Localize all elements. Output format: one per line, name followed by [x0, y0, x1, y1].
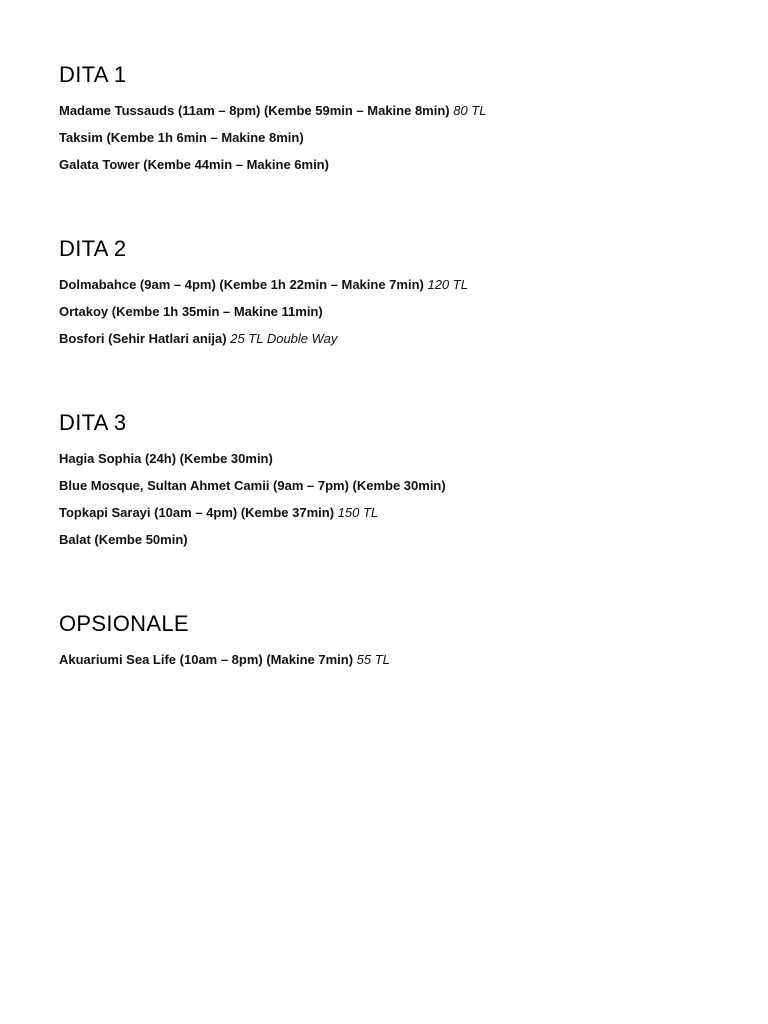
- itinerary-item: [59, 504, 446, 521]
- item-text: Galata Tower (Kembe 44min – Makine 6min): [59, 157, 329, 172]
- itinerary-item: [59, 156, 487, 173]
- item-text: Akuariumi Sea Life (10am – 8pm) (Makine 7min): [59, 652, 354, 667]
- section-heading: OPSIONALE: [59, 611, 189, 636]
- item-price: 80 TL: [453, 103, 487, 118]
- itinerary-item: [59, 102, 487, 119]
- item-text: Dolmabahce (9am – 4pm) (Kembe 1h 22min – Makine 7min): [59, 277, 424, 292]
- section-heading: DITA 1: [59, 62, 127, 87]
- itinerary-item: [59, 303, 468, 320]
- item-text: Bosfori (Sehir Hatlari anija): [59, 331, 227, 346]
- item-text: Ortakoy (Kembe 1h 35min – Makine 11min): [59, 304, 323, 319]
- section-heading: DITA 3: [59, 410, 127, 435]
- item-text: Topkapi Sarayi (10am – 4pm) (Kembe 37min): [59, 505, 335, 520]
- item-text: Taksim (Kembe 1h 6min – Makine 8min): [59, 130, 304, 145]
- item-price: 25 TL Double Way: [230, 331, 338, 346]
- item-price: 55 TL: [356, 652, 390, 667]
- section-day-2: [59, 234, 468, 357]
- itinerary-item: [59, 651, 390, 668]
- itinerary-item: [59, 477, 446, 494]
- section-day-3: [59, 408, 446, 558]
- itinerary-item: [59, 450, 446, 467]
- item-text: Balat (Kembe 50min): [59, 532, 188, 547]
- itinerary-item: [59, 129, 487, 146]
- item-price: 120 TL: [427, 277, 468, 292]
- section-day-1: [59, 60, 487, 183]
- itinerary-item: [59, 276, 468, 293]
- section-heading: DITA 2: [59, 236, 127, 261]
- itinerary-item: [59, 330, 468, 347]
- itinerary-item: [59, 531, 446, 548]
- item-text: Hagia Sophia (24h) (Kembe 30min): [59, 451, 273, 466]
- item-text: Madame Tussauds (11am – 8pm) (Kembe 59min – Makine 8min): [59, 103, 450, 118]
- section-optional: [59, 609, 390, 678]
- item-text: Blue Mosque, Sultan Ahmet Camii (9am – 7pm) (Kembe 30min): [59, 478, 446, 493]
- item-price: 150 TL: [337, 505, 379, 520]
